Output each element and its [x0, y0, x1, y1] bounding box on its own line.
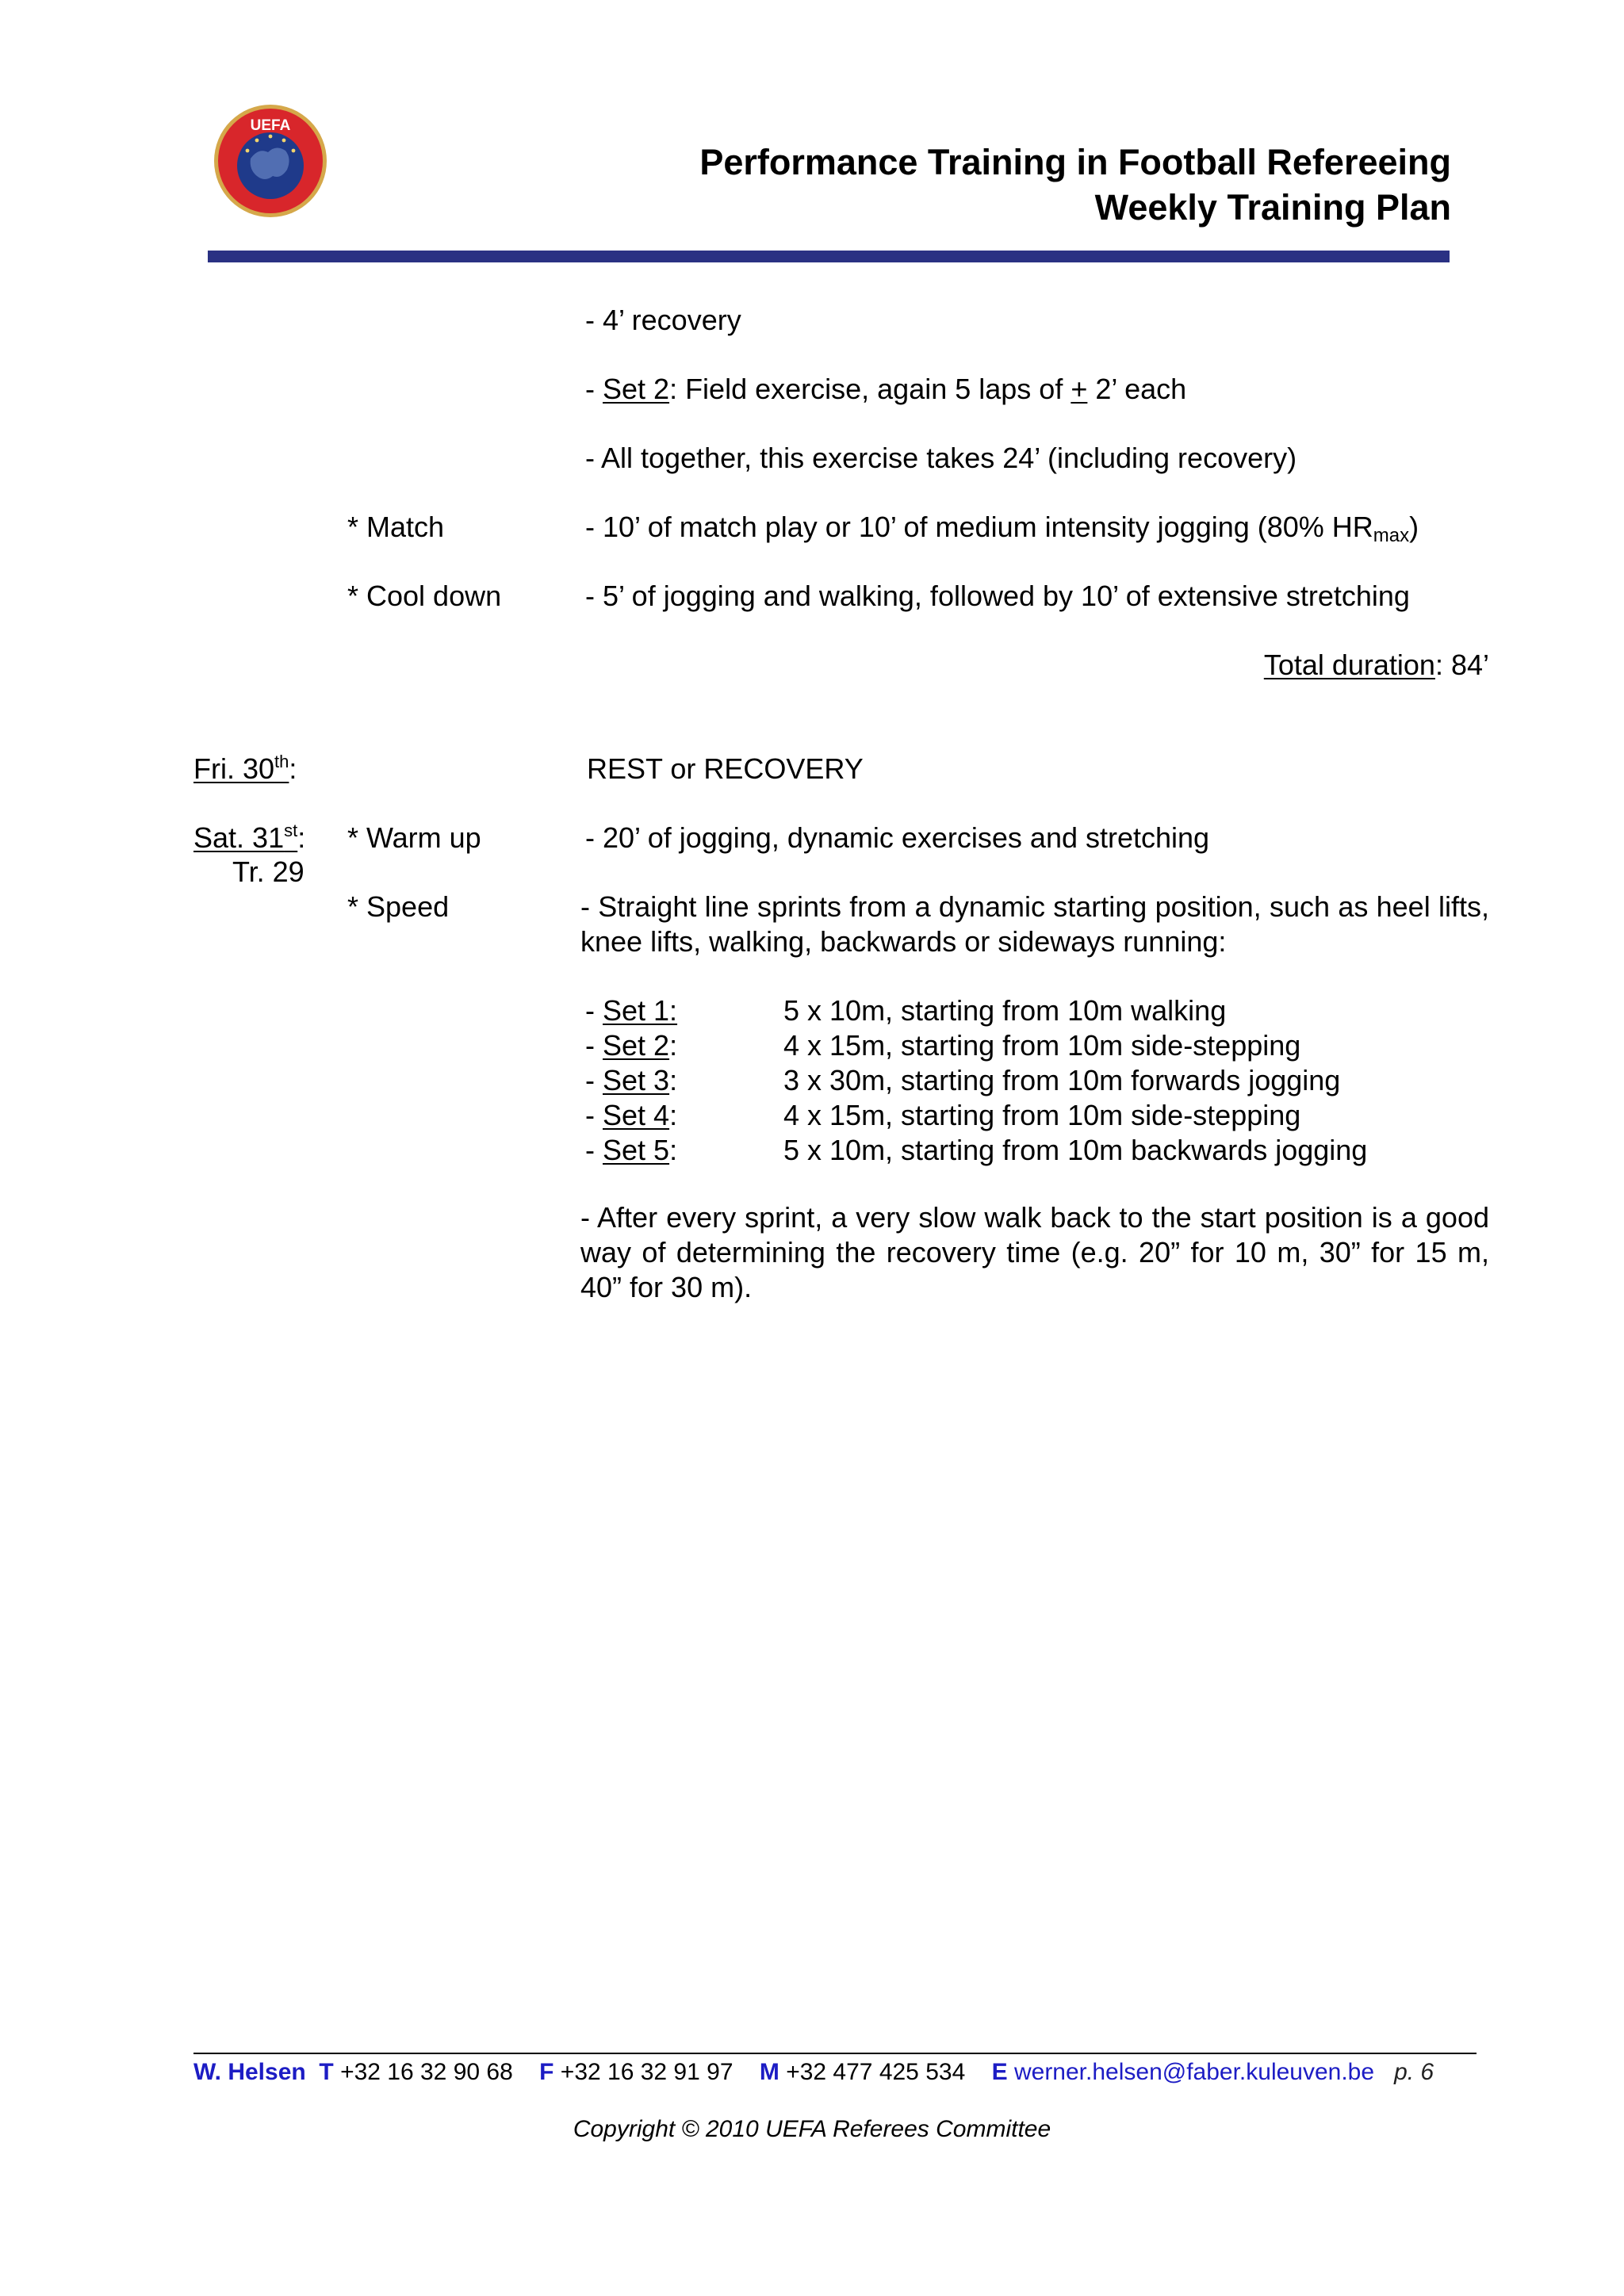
- set-row: - Set 2: 4 x 15m, starting from 10m side-stepping: [585, 1029, 1301, 1062]
- footer-name: W. Helsen: [193, 2059, 306, 2085]
- footer-fax: +32 16 32 91 97: [560, 2059, 733, 2085]
- sets-list: [585, 993, 1368, 1168]
- footer-contact: W. Helsen T +32 16 32 90 68 F +32 16 32 91 97 M +32 477 425 534 E werner.helsen@faber.kuleuven.be p. 6: [193, 2059, 1434, 2085]
- set-description: 5 x 10m, starting from 10m backwards jogging: [783, 1134, 1368, 1166]
- set-label: Set 1:: [603, 994, 678, 1027]
- set-label: Set 3: [603, 1064, 670, 1096]
- svg-text:UEFA: UEFA: [250, 117, 291, 134]
- set2-field-line: - Set 2: Field exercise, again 5 laps of + 2’ each: [585, 373, 1187, 405]
- footer-phone: +32 16 32 90 68: [340, 2059, 513, 2085]
- set-description: 4 x 15m, starting from 10m side-stepping: [783, 1099, 1301, 1131]
- footer-email[interactable]: werner.helsen@faber.kuleuven.be: [1013, 2059, 1375, 2085]
- header-rule: [208, 251, 1450, 262]
- speed-label: * Speed: [347, 890, 450, 923]
- set-label: Set 2: [603, 1029, 670, 1062]
- warmup-label: * Warm up: [347, 821, 481, 854]
- footer-mobile: +32 477 425 534: [786, 2059, 966, 2085]
- set-row: - Set 3: 3 x 30m, starting from 10m forwards jogging: [585, 1064, 1341, 1096]
- cooldown-text: - 5’ of jogging and walking, followed by 10’ of extensive stretching: [585, 580, 1410, 612]
- set-description: 3 x 30m, starting from 10m forwards jogging: [783, 1064, 1341, 1096]
- hr-max-subscript: max: [1373, 525, 1410, 546]
- plusminus-symbol: +: [1071, 373, 1088, 405]
- match-text: - 10’ of match play or 10’ of medium intensity jogging (80% $HR_{max}$): [585, 511, 1419, 546]
- title-line-2: Weekly Training Plan: [1094, 187, 1451, 228]
- match-label: * Match: [347, 511, 445, 543]
- copyright: Copyright © 2010 UEFA Referees Committee: [573, 2116, 1051, 2142]
- set-label: Set 5: [603, 1134, 670, 1166]
- set-description: 5 x 10m, starting from 10m walking: [783, 994, 1227, 1027]
- total-duration: [1264, 648, 1489, 683]
- set-row: - Set 4: 4 x 15m, starting from 10m side-stepping: [585, 1099, 1301, 1131]
- speed-text: - Straight line sprints from a dynamic starting position, such as heel lifts, knee lifts, walking, backwards or sideways running:: [580, 890, 1489, 958]
- all-together-line: - All together, this exercise takes 24’ (including recovery): [585, 442, 1297, 474]
- page-number: p. 6: [1394, 2059, 1434, 2085]
- total-duration-value: : 84’: [1434, 649, 1489, 681]
- warmup-text: - 20’ of jogging, dynamic exercises and stretching: [585, 821, 1210, 854]
- uefa-logo: [213, 103, 328, 219]
- title-line-1: Performance Training in Football Refereeing: [699, 142, 1451, 182]
- set2-label: Set 2: [603, 373, 670, 405]
- friday-text: REST or RECOVERY: [587, 752, 864, 785]
- set-row: - Set 5: 5 x 10m, starting from 10m backwards jogging: [585, 1134, 1368, 1166]
- set-label: Set 4: [603, 1099, 670, 1131]
- cooldown-label: * Cool down: [347, 580, 502, 612]
- day-saturday: Sat. 31st:: [193, 821, 306, 854]
- set-row: - Set 1: 5 x 10m, starting from 10m walking: [585, 994, 1227, 1027]
- footer-rule: [193, 2053, 1477, 2054]
- total-duration-label: Total duration: [1263, 649, 1435, 681]
- page-title: [699, 140, 1451, 230]
- day-friday: Fri. 30th:: [193, 752, 297, 785]
- training-number: Tr. 29: [232, 855, 304, 888]
- recovery-line: - 4’ recovery: [585, 304, 741, 336]
- after-sprint-text: - After every sprint, a very slow walk back to the start position is a good way of determining the recovery time (e.g. 20” for 10 m, 30” for 15 m, 40” for 30 m).: [580, 1201, 1489, 1303]
- set-description: 4 x 15m, starting from 10m side-stepping: [783, 1029, 1301, 1062]
